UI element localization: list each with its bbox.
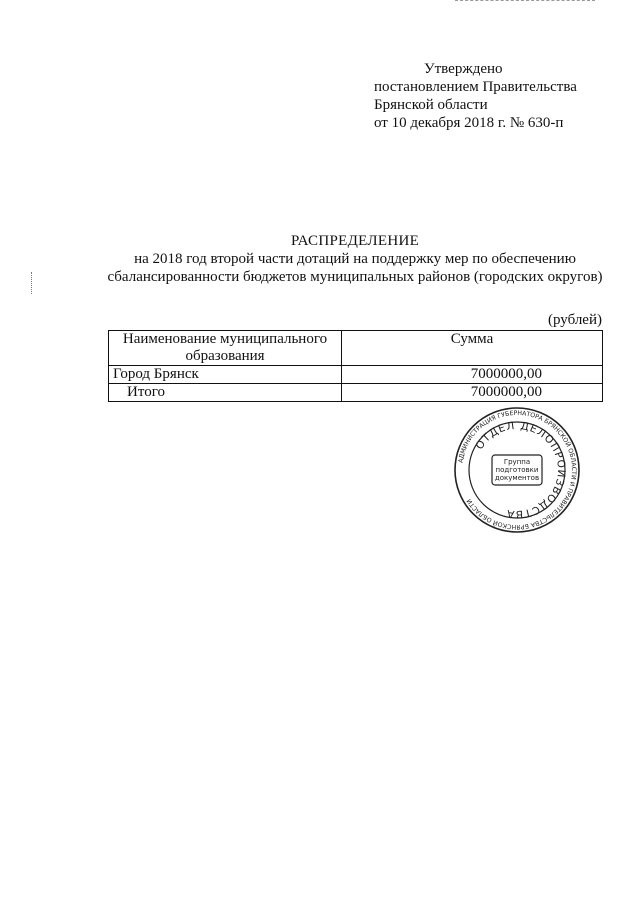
stamp-center-line2: подготовки [495, 466, 539, 474]
stamp-outer-text: АДМИНИСТРАЦИЯ ГУБЕРНАТОРА БРЯНСКОЙ ОБЛАСТИ И ПРАВИТЕЛЬСТВА БРЯНСКОЙ ОБЛАСТИ [457, 409, 578, 531]
approval-line-approved: Утверждено [424, 61, 503, 77]
header-municipality: Наименование муниципального образования [109, 331, 342, 366]
scan-margin-mark [31, 272, 34, 294]
scan-top-rule [455, 0, 595, 3]
stamp-center-line1: Группа [503, 458, 531, 466]
approval-line-resolution: постановлением Правительства [374, 79, 577, 95]
approval-block [374, 60, 614, 132]
table-row [109, 366, 603, 384]
document-subtitle: на 2018 год второй части дотаций на поддержку мер по обеспечению сбалансированности бюджетов муниципальных районов (городских округов) [107, 251, 603, 285]
distribution-table [108, 330, 603, 402]
table-header-row [109, 331, 603, 366]
units-label: (рублей) [547, 312, 602, 328]
row-sum: 7000000,00 [342, 366, 603, 384]
total-label: Итого [109, 384, 342, 402]
row-municipality-name: Город Брянск [109, 366, 342, 384]
header-sum: Сумма [342, 331, 603, 366]
approval-line-date-number: от 10 декабря 2018 г. № 630-п [374, 115, 564, 131]
stamp-center-line3: документов [494, 474, 540, 482]
office-stamp [452, 405, 582, 535]
document-title-block [100, 232, 610, 286]
total-sum: 7000000,00 [342, 384, 603, 402]
document-heading: РАСПРЕДЕЛЕНИЕ [290, 233, 420, 249]
stamp-arc-text: ОТДЕЛ ДЕЛОПРОИЗВОДСТВА [473, 419, 568, 521]
table-total-row [109, 384, 603, 402]
approval-line-region: Брянской области [374, 97, 488, 113]
